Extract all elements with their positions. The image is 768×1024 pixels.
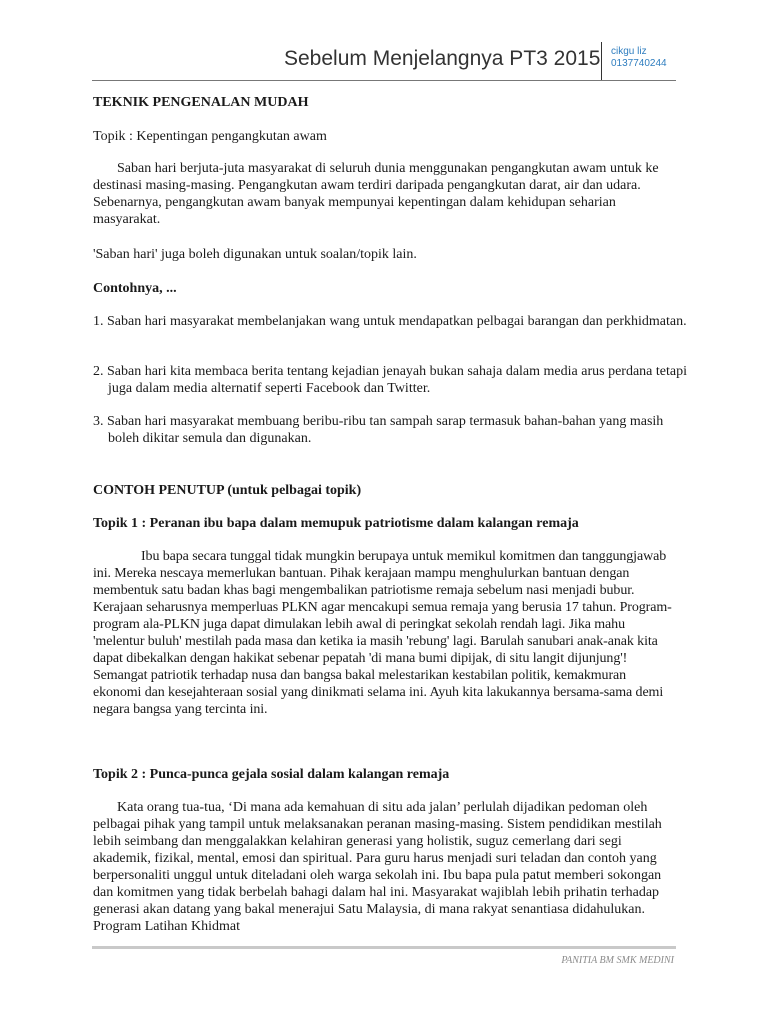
topic2-body [93,799,673,935]
section1-intro [93,160,673,228]
section1-topic: Topik : Kepentingan pengangkutan awam [93,129,327,144]
examples-heading: Contohnya, ... [93,281,177,296]
section1-heading: TEKNIK PENGENALAN MUDAH [93,95,309,110]
author-phone: 0137740244 [611,58,667,69]
example-item-3: 3. Saban hari masyarakat membuang beribu-ribu tan sampah sarap termasuk bahan-bahan yang masih boleh dikitar semula dan digunakan. [93,414,664,446]
header-author [611,46,667,70]
author-name: cikgu liz [611,46,647,57]
topic1-body [93,548,673,718]
header-rule [92,80,676,81]
footer-text: PANITIA BM SMK MEDINI [561,955,674,966]
footer-rule [92,946,676,949]
example-item-2: 2. Saban hari kita membaca berita tentang kejadian jenayah bukan sahaja dalam media arus perdana tetapi juga dalam media alternatif seperti Facebook dan Twitter. [93,364,687,396]
topic1-title: Topik 1 : Peranan ibu bapa dalam memupuk patriotisme dalam kalangan remaja [93,516,579,531]
header-divider [601,42,602,80]
header-title: Sebelum Menjelangnya PT3 2015 [284,47,601,70]
topic2-body-text: Kata orang tua-tua, ‘Di mana ada kemahuan di situ ada jalan’ perlulah dijadikan pedoman oleh pelbagai pihak yang tampil untuk melaksanakan peranan masing-masing. Sistem pendidikan mestilah lebih seimbang dan menggalakkan kelahiran generasi yang holistik, suguz cemerlang dari segi akademik, fizikal, mental, emosi dan spiritual. Para guru harus menjadi suri teladan dan contoh yang berpersonaliti unggul untuk diteladani oleh warga sekolah ini. Ibu bapa pula patut memberi sokongan dan komitmen yang tidak berbelah bahagi dalam hal ini. Masyarakat wajiblah lebih prihatin terhadap generasi akan datang yang bakal menerajui Satu Malaysia, di mana rakyat senantiasa didahulukan. Program Latihan Khidmat [93,800,662,934]
section2-heading: CONTOH PENUTUP (untuk pelbagai topik) [93,483,362,498]
section1-intro-text: Saban hari berjuta-juta masyarakat di seluruh dunia menggunakan pengangkutan awam untuk ke destinasi masing-masing. Pengangkutan awam terdiri daripada pengangkutan darat, air dan udara. Sebenarnya, pengangkutan awam banyak mempunyai kepentingan dalam kehidupan seharian masyarakat. [93,161,659,227]
topic2-title: Topik 2 : Punca-punca gejala sosial dalam kalangan remaja [93,767,450,782]
section1-note: 'Saban hari' juga boleh digunakan untuk soalan/topik lain. [93,247,417,262]
topic1-body-text: Ibu bapa secara tunggal tidak mungkin berupaya untuk memikul komitmen dan tanggungjawab ini. Mereka nescaya memerlukan bantuan. Pihak kerajaan mampu menghulurkan bantuan dengan membentuk satu badan khas bagi mengembalikan patriotisme remaja sebelum nasi menjadi bubur. Kerajaan seharusnya memperluas PLKN agar mencakupi semua remaja yang berusia 17 tahun. Program-program ala-PLKN juga dapat dimulakan lebih awal di peringkat sekolah rendah lagi. Jika mahu 'melentur buluh' mestilah pada masa dan ketika ia masih 'rebung' lagi. Barulah sanubari anak-anak kita dapat dibekalkan dengan hakikat sebenar pepatah 'di mana bumi dipijak, di situ langit dijunjung'! Semangat patriotik terhadap nusa dan bangsa bakal melestarikan kestabilan politik, kemakmuran ekonomi dan kesejahteraan sosial yang dinikmati selama ini. Ayuh kita lakukannya bersama-sama demi negara bangsa yang tercinta ini. [93,549,672,717]
example-item-1: 1. Saban hari masyarakat membelanjakan wang untuk mendapatkan pelbagai barangan dan perkhidmatan. [93,314,687,329]
